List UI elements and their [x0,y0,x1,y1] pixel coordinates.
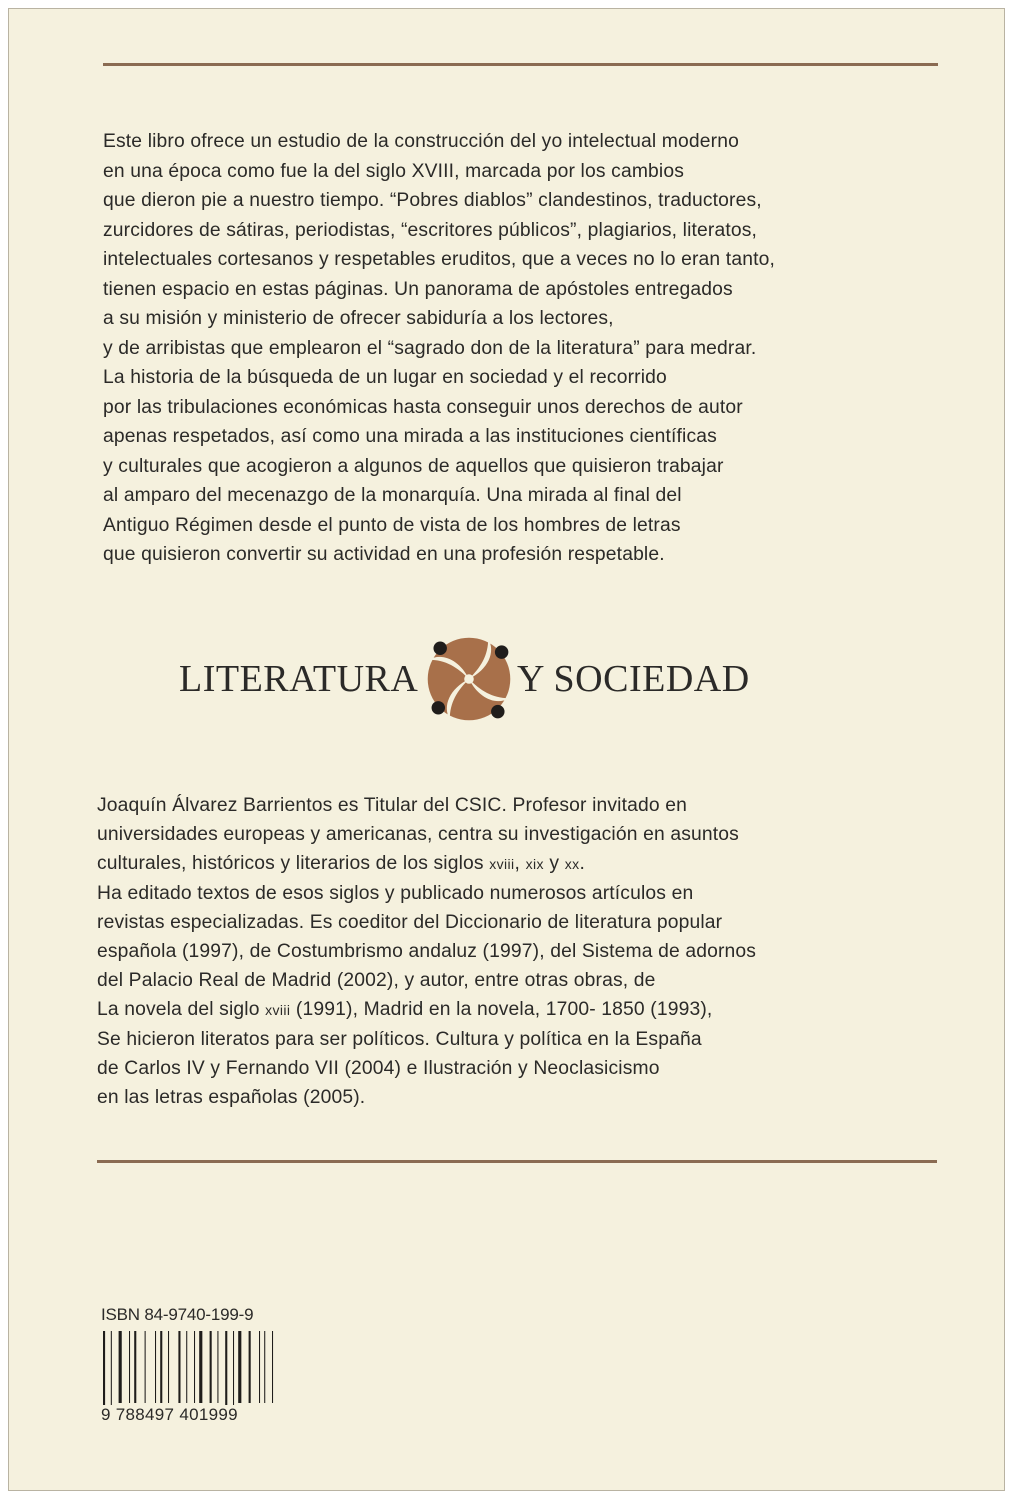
bio-text: . [579,853,586,874]
barcode-bar [168,1331,169,1403]
bio-line: universidades europeas y americanas, centra su investigación en asuntos [97,824,739,845]
bio-text: , [514,853,526,874]
bio-line [97,849,937,879]
bio-text: La novela del siglo [97,999,266,1020]
bio-line: española (1997), de Costumbrismo andaluz (1997), del Sistema de adornos [97,941,757,962]
author-bio [97,791,937,1112]
barcode-bar [217,1331,218,1403]
description-line: y culturales que acogieron a algunos de aquellos que quisieron trabajar [103,455,724,477]
barcode-bar [129,1331,130,1403]
barcode-bar [249,1331,251,1403]
century-numeral: xix [525,856,544,872]
barcode-bar [111,1331,112,1413]
bio-line: Joaquín Álvarez Barrientos es Titular del CSIC. Profesor invitado en [97,795,687,816]
barcode-bar [119,1331,122,1403]
barcode-bar [264,1331,265,1403]
barcode-bars [97,1331,281,1413]
book-description [103,127,943,570]
barcode-bar [178,1331,180,1403]
bio-line [97,995,937,1025]
bio-line: revistas especializadas. Es coeditor del Diccionario de literatura popular [97,912,723,933]
four-dot-swirl-emblem-icon [421,631,517,727]
barcode-bar [199,1331,202,1403]
barcode-bar [238,1331,241,1403]
series-title [177,631,777,727]
barcode-bar [233,1331,234,1413]
description-line: por las tribulaciones económicas hasta conseguir unos derechos de autor [103,396,743,418]
description-line: Antiguo Régimen desde el punto de vista de los hombres de letras [103,514,681,536]
barcode-bar [155,1331,156,1403]
bottom-divider [97,1160,937,1163]
description-line: apenas respetados, así como una mirada a las instituciones científicas [103,426,717,447]
bio-line: Se hicieron literatos para ser políticos. Cultura y política en la España [97,1029,702,1050]
barcode-bar [145,1331,146,1403]
barcode-bar [194,1331,195,1403]
description-line: al amparo del mecenazgo de la monarquía. Una mirada al final del [103,485,682,506]
barcode-bar [103,1331,105,1413]
barcode-bar [186,1331,187,1403]
top-divider [103,63,938,66]
barcode-bar [160,1331,162,1403]
description-line: zurcidores de sátiras, periodistas, “escritores públicos”, plagiarios, literatos, [103,219,758,241]
series-title-left: LITERATURA [179,658,419,700]
description-line: que dieron pie a nuestro tiempo. “Pobres diablos” clandestinos, traductores, [103,190,762,211]
description-line: en una época como fue la del siglo XVIII, marcada por los cambios [103,160,685,182]
description-line: intelectuales cortesanos y respetables eruditos, que a veces no lo eran tanto, [103,249,775,270]
bio-text: (1991), Madrid en la novela, 1700- 1850 (1993), [290,999,713,1020]
bio-text: culturales, históricos y literarios de los siglos [97,853,490,874]
book-back-cover [8,8,1005,1491]
barcode-bar [272,1331,273,1403]
ean-digits: 9 788497 401999 [101,1405,238,1424]
description-line: y de arribistas que emplearon el “sagrado don de la literatura” para medrar. [103,337,757,359]
isbn-label: ISBN 84-9740-199-9 [101,1305,254,1324]
barcode-bar [134,1331,136,1403]
century-numeral: xviii [265,1002,291,1018]
barcode-bar [259,1331,260,1403]
description-line: tienen espacio en estas páginas. Un panorama de apóstoles entregados [103,278,733,300]
description-line: a su misión y ministerio de ofrecer sabiduría a los lectores, [103,308,614,329]
barcode-bar [225,1331,227,1413]
description-line: que quisieron convertir su actividad en una profesión respetable. [103,544,665,565]
bio-line: en las letras españolas (2005). [97,1087,366,1108]
bio-line: Ha editado textos de esos siglos y publicado numerosos artículos en [97,883,694,904]
description-line: La historia de la búsqueda de un lugar en sociedad y el recorrido [103,367,667,388]
description-line: Este libro ofrece un estudio de la construcción del yo intelectual moderno [103,131,739,152]
bio-line: del Palacio Real de Madrid (2002), y autor, entre otras obras, de [97,970,656,991]
barcode-bar [210,1331,212,1403]
bio-text: y [543,853,565,874]
century-numeral: xx [564,856,580,872]
series-title-right: Y SOCIEDAD [517,658,750,700]
bio-line: de Carlos IV y Fernando VII (2004) e Ilustración y Neoclasicismo [97,1058,660,1079]
isbn-barcode [97,1305,287,1433]
century-numeral: xviii [489,856,515,872]
